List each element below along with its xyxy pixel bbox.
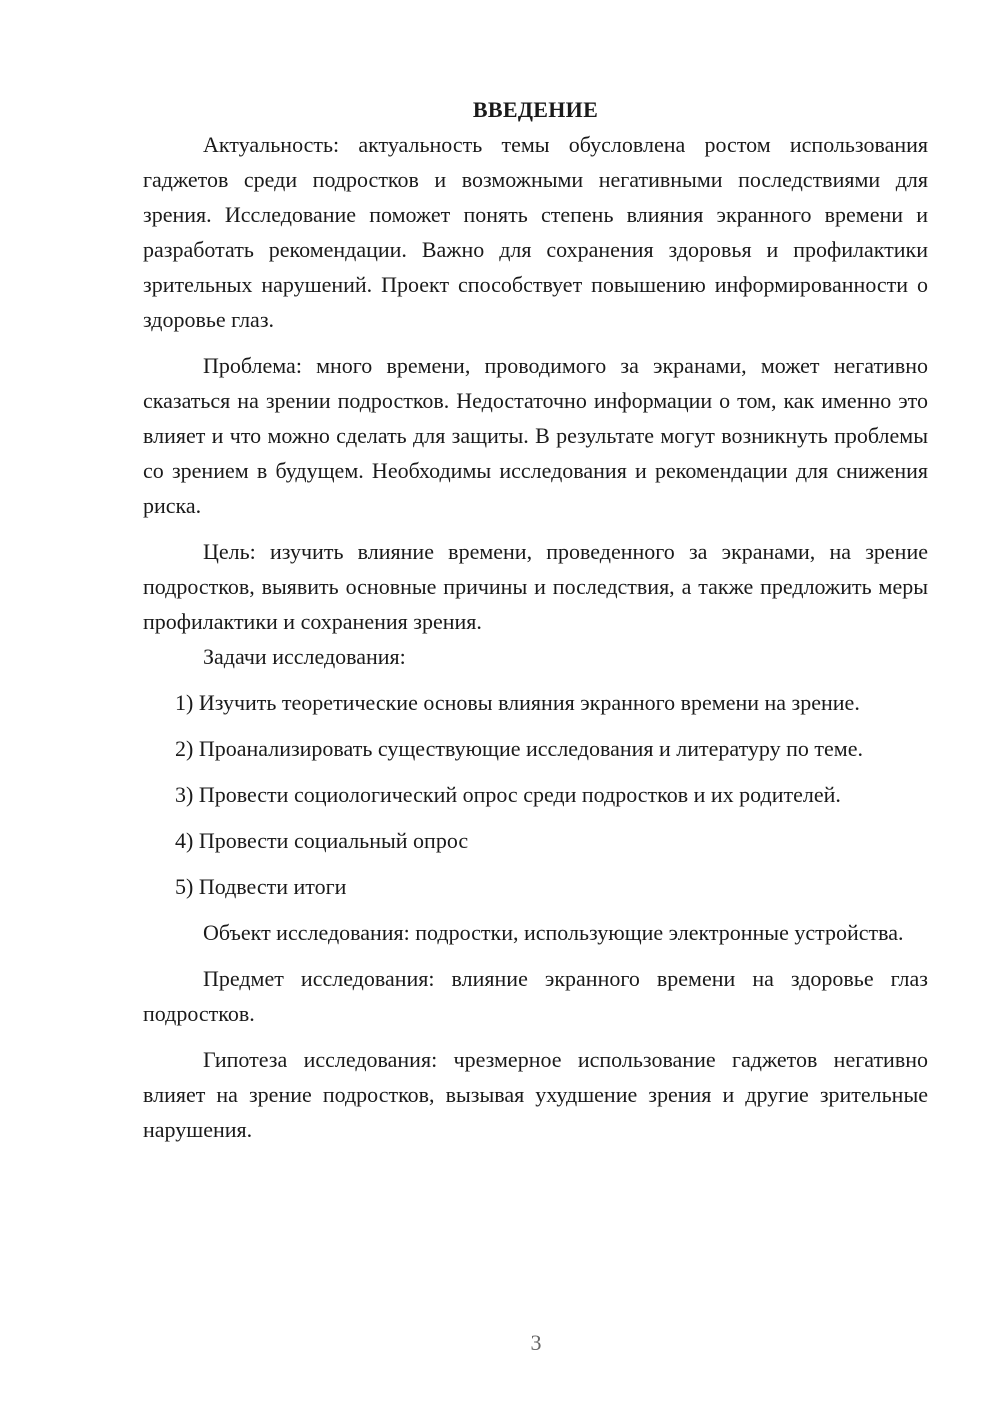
subject-paragraph: Предмет исследования: влияние экранного времени на здоровье глаз подростков. [143, 966, 928, 1026]
tasks-label: Задачи исследования: [203, 644, 406, 669]
page-number: 3 [530, 1330, 542, 1355]
relevance-paragraph: Актуальность: актуальность темы обусловлена ростом использования гаджетов среди подростков и возможными негативными последствиями для зрения. Исследование поможет понять степень влияния экранного времени и разработать рекомендации. Важно для сохранения здоровья и профилактики зрительных нарушений. Проект способствует повышению информированности о здоровье глаз. [143, 132, 928, 332]
task-item-1: 1) Изучить теоретические основы влияния экранного времени на зрение. [175, 690, 860, 715]
task-item-4: 4) Провести социальный опрос [175, 828, 469, 853]
goal-paragraph: Цель: изучить влияние времени, проведенного за экранами, на зрение подростков, выявить основные причины и последствия, а также предложить меры профилактики и сохранения зрения. [143, 539, 928, 634]
task-item-3: 3) Провести социологический опрос среди подростков и их родителей. [175, 782, 841, 807]
task-item-2: 2) Проанализировать существующие исследования и литературу по теме. [175, 736, 863, 761]
hypothesis-paragraph: Гипотеза исследования: чрезмерное использование гаджетов негативно влияет на зрение подростков, вызывая ухудшение зрения и другие зрительные нарушения. [143, 1047, 928, 1142]
problem-paragraph: Проблема: много времени, проводимого за экранами, может негативно сказаться на зрении подростков. Недостаточно информации о том, как именно это влияет и что можно сделать для защиты. В результате могут возникнуть проблемы со зрением в будущем. Необходимы исследования и рекомендации для снижения риска. [143, 353, 928, 518]
task-item-5: 5) Подвести итоги [175, 874, 347, 899]
section-heading: ВВЕДЕНИЕ [472, 97, 599, 122]
page-content [143, 92, 928, 1147]
object-paragraph: Объект исследования: подростки, использующие электронные устройства. [203, 920, 904, 945]
